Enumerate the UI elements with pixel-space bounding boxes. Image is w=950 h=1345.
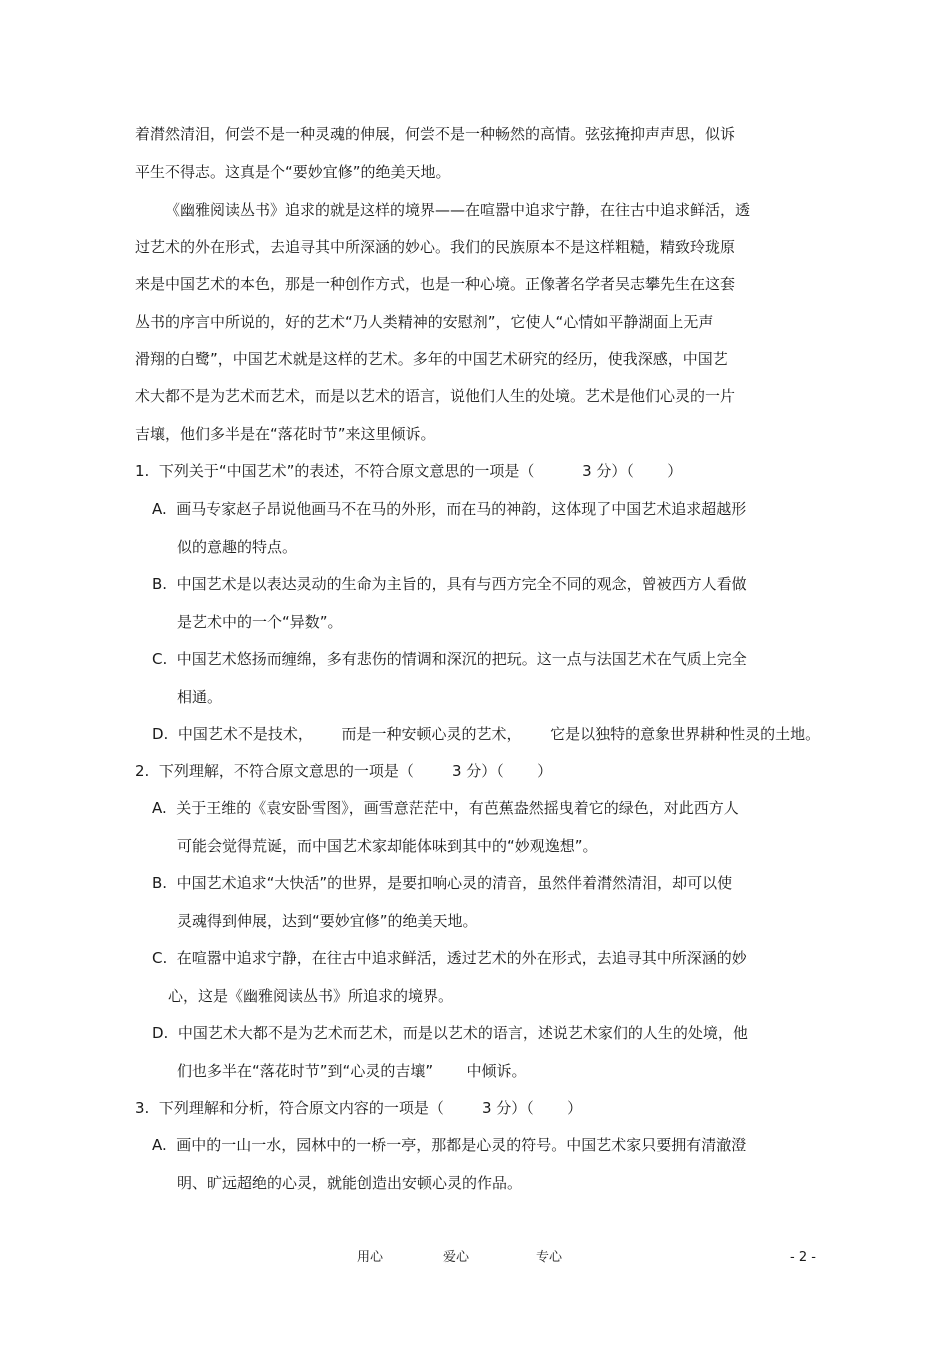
page-number: - 2 - [790, 1250, 816, 1265]
footer-word-2: 爱心 [443, 1250, 470, 1265]
option-c-cont: 相通。 [177, 688, 223, 706]
question-stem: 1. 下列关于“中国艺术”的表述，不符合原文意思的一项是（ 3 分）（ ） [135, 462, 683, 480]
option-a-cont: 似的意趣的特点。 [177, 538, 298, 556]
option-d: D. 中国艺术大都不是为艺术而艺术，而是以艺术的语言，述说艺术家们的人生的处境，他 [152, 1024, 748, 1042]
option-a-cont: 明、旷远超绝的心灵，就能创造出安顿心灵的作品。 [177, 1174, 523, 1192]
question-stem: 2. 下列理解，不符合原文意思的一项是（ 3 分）（ ） [135, 762, 553, 780]
question-stem: 3. 下列理解和分析，符合原文内容的一项是（ 3 分）（ ） [135, 1099, 583, 1117]
option-b: B. 中国艺术是以表达灵动的生命为主旨的，具有与西方完全不同的观念，曾被西方人看做 [152, 575, 747, 593]
option-c-cont: 心，这是《幽雅阅读丛书》所追求的境界。 [168, 987, 454, 1005]
footer-word-1: 用心 [357, 1250, 384, 1265]
option-a: A. 画马专家赵子昂说他画马不在马的外形，而在马的神韵，这体现了中国艺术追求超越形 [152, 500, 747, 518]
passage-line: 平生不得志。这真是个“要妙宜修”的绝美天地。 [135, 163, 451, 181]
passage-line: 着潸然清泪，何尝不是一种灵魂的伸展，何尝不是一种畅然的高情。弦弦掩抑声声思，似诉 [135, 125, 736, 143]
passage-line: 术大都不是为艺术而艺术，而是以艺术的语言，说他们人生的处境。艺术是他们心灵的一片 [135, 387, 736, 405]
option-b-cont: 是艺术中的一个“异数”。 [177, 613, 343, 631]
passage-line: 吉壤，他们多半是在“落花时节”来这里倾诉。 [135, 425, 436, 443]
option-b: B. 中国艺术追求“大快活”的世界，是要扣响心灵的清音，虽然伴着潸然清泪，却可以使 [152, 874, 733, 892]
passage-line: 丛书的序言中所说的，好的艺术“乃人类精神的安慰剂”，它使人“心情如平静湖面上无声 [135, 313, 714, 331]
option-a-cont: 可能会觉得荒诞，而中国艺术家却能体味到其中的“妙观逸想”。 [177, 837, 598, 855]
option-a: A. 关于王维的《袁安卧雪图》，画雪意茫茫中，有芭蕉盎然摇曳着它的绿色，对此西方人 [152, 799, 739, 817]
passage-line: 来是中国艺术的本色，那是一种创作方式，也是一种心境。正像著名学者吴志攀先生在这套 [135, 275, 736, 293]
passage-line: 《幽雅阅读丛书》追求的就是这样的境界——在喧嚣中追求宁静，在往古中追求鲜活，透 [165, 201, 751, 219]
option-b-cont: 灵魂得到伸展，达到“要妙宜修”的绝美天地。 [177, 912, 478, 930]
passage-line: 滑翔的白鹭”，中国艺术就是这样的艺术。多年的中国艺术研究的经历，使我深感，中国艺 [135, 350, 728, 368]
option-c: C. 中国艺术悠扬而缠绵，多有悲伤的情调和深沉的把玩。这一点与法国艺术在气质上完全 [152, 650, 747, 668]
option-c: C. 在喧嚣中追求宁静，在往古中追求鲜活，透过艺术的外在形式，去追寻其中所深涵的妙 [152, 949, 747, 967]
passage-line: 过艺术的外在形式，去追寻其中所深涵的妙心。我们的民族原本不是这样粗糙，精致玲珑原 [135, 238, 736, 256]
footer-word-3: 专心 [536, 1250, 563, 1265]
option-d: D. 中国艺术不是技术， 而是一种安顿心灵的艺术， 它是以独特的意象世界耕种性灵的土地。 [152, 725, 821, 743]
option-d-cont: 们也多半在“落花时节”到“心灵的吉壤” 中倾诉。 [177, 1062, 527, 1080]
option-a: A. 画中的一山一水，园林中的一桥一亭，那都是心灵的符号。中国艺术家只要拥有清澈澄 [152, 1136, 747, 1154]
